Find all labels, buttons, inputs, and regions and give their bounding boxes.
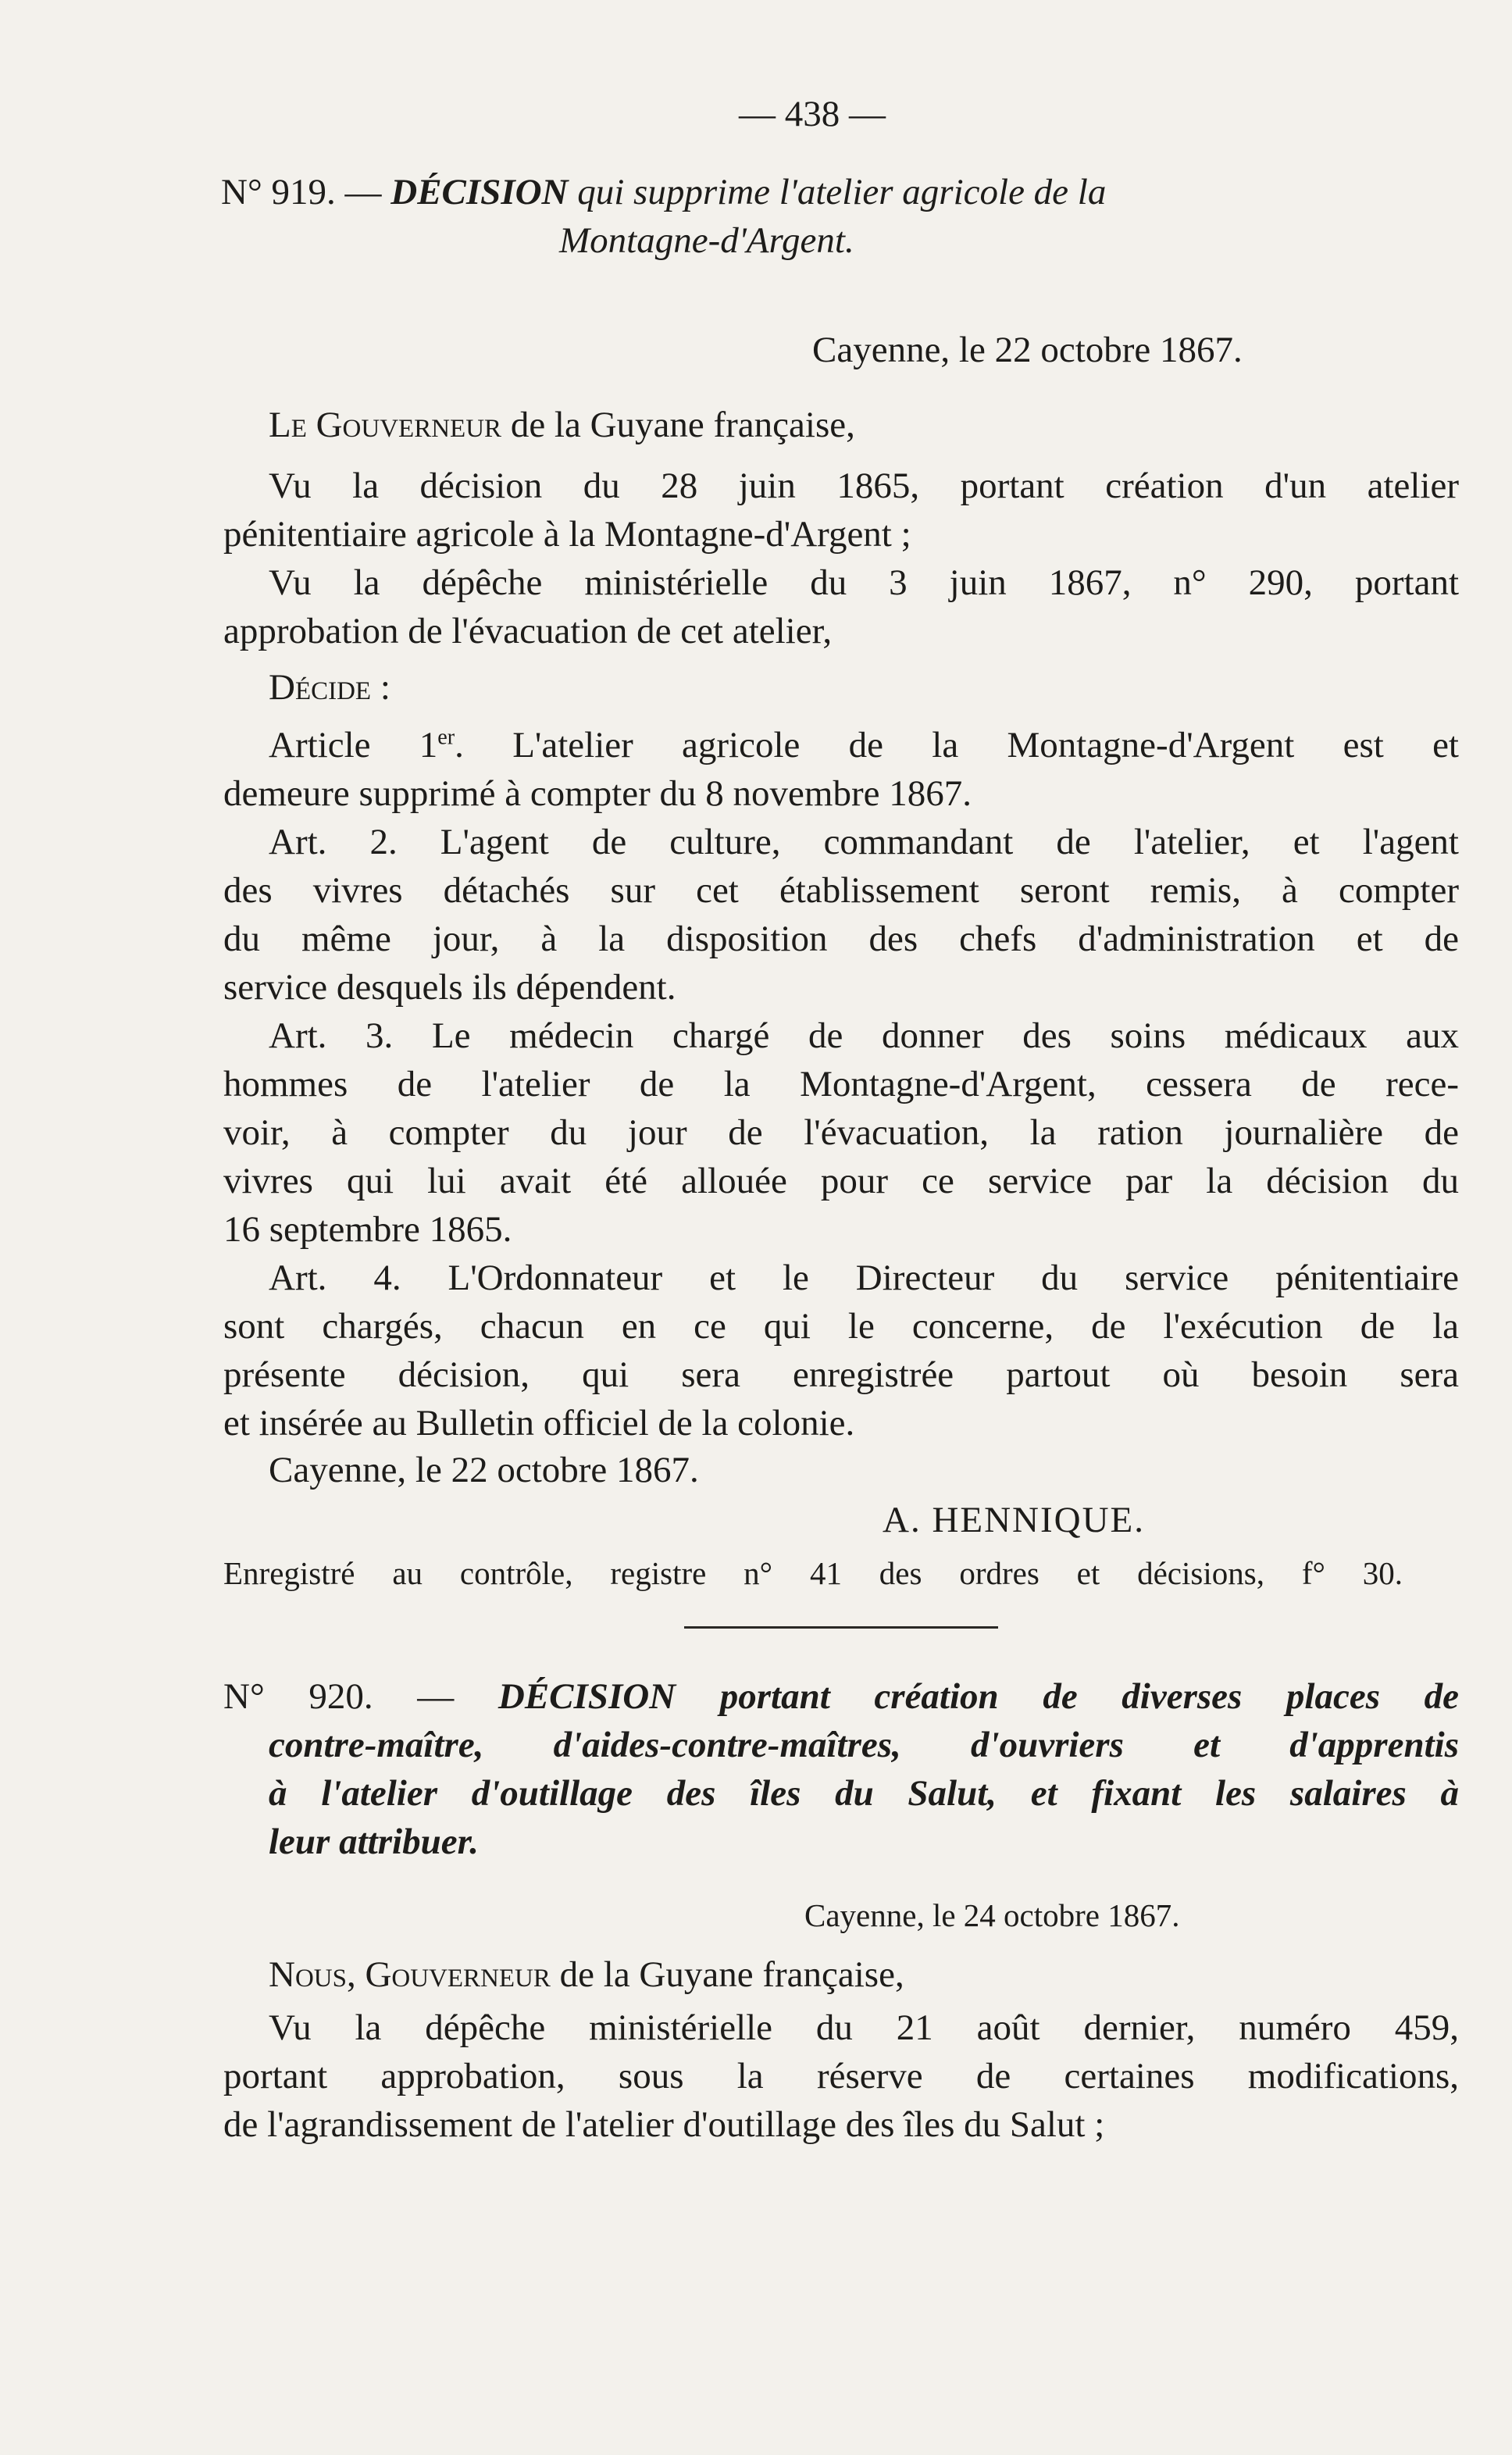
decision-920-title-line-1 (223, 1675, 1459, 1718)
governor-title: Nous, Gouverneur (269, 1954, 551, 1995)
decision-920-vu1-line-1: Vu la dépêche ministérielle du 21 août dernier, numéro 459, (269, 2007, 1459, 2048)
decision-919-art2-line-1: Art. 2. L'agent de culture, commandant de l'atelier, et l'agent (269, 822, 1459, 862)
decision-919-art4-line-3: présente décision, qui sera enregistrée partout où besoin sera (223, 1354, 1459, 1395)
decision-919-closing-date: Cayenne, le 22 octobre 1867. (269, 1450, 699, 1490)
title-dash: — (373, 1676, 498, 1717)
intro-rest: de la Guyane française, (501, 405, 855, 445)
decision-919-art1-line-1 (269, 723, 1459, 767)
art1-prefix: Article 1 (269, 725, 438, 765)
decision-920-title-line-3: à l'atelier d'outillage des îles du Salut, et fixant les salaires à (269, 1773, 1459, 1814)
decision-919-art4-line-4: et insérée au Bulletin officiel de la colonie. (223, 1403, 855, 1443)
decision-919-decide: Décide : (269, 667, 390, 708)
decision-919-art1-line-2: demeure supprimé à compter du 8 novembre 1867. (223, 773, 972, 814)
decision-919-vu2-line-1: Vu la dépêche ministérielle du 3 juin 1867, n° 290, portant (269, 562, 1459, 603)
decision-919-title-line-1 (221, 170, 1106, 214)
decision-920-vu1-line-3: de l'agrandissement de l'atelier d'outillage des îles du Salut ; (223, 2104, 1105, 2145)
decision-920-number: N° 920. (223, 1676, 373, 1717)
art1-superscript: er (437, 725, 455, 750)
decision-920-title-line-2: contre-maître, d'aides-contre-maîtres, d'ouvriers et d'apprentis (269, 1725, 1459, 1765)
decision-919-title-line-2: Montagne-d'Argent. (559, 220, 854, 261)
decision-919-registration: Enregistré au contrôle, registre n° 41 des ordres et décisions, f° 30. (223, 1555, 1403, 1591)
decision-919-intro (269, 403, 855, 447)
decision-920-intro (269, 1953, 904, 1996)
title-dash: — (335, 172, 391, 212)
decision-919-number: N° 919. (221, 172, 336, 212)
decision-919-art4-line-2: sont chargés, chacun en ce qui le concerne, de l'exécution de la (223, 1306, 1459, 1347)
decision-920-title-line-4: leur attribuer. (269, 1822, 480, 1862)
decision-919-art3-line-5: 16 septembre 1865. (223, 1209, 512, 1250)
decision-920-label: DÉCISION (497, 1676, 676, 1717)
art1-text: . L'atelier agricole de la Montagne-d'Argent est et (455, 725, 1459, 765)
decision-919-art3-line-4: vivres qui lui avait été allouée pour ce service par la décision du (223, 1161, 1459, 1201)
decision-919-vu2-line-2: approbation de l'évacuation de cet atelier, (223, 611, 833, 651)
decision-919-art2-line-2: des vivres détachés sur cet établissement seront remis, à compter (223, 870, 1459, 911)
decision-919-vu1-line-1: Vu la décision du 28 juin 1865, portant création d'un atelier (269, 466, 1459, 506)
decision-919-signature: A. HENNIQUE. (883, 1500, 1145, 1540)
decision-919-art3-line-2: hommes de l'atelier de la Montagne-d'Argent, cessera de rece- (223, 1064, 1459, 1104)
decision-919-art2-line-4: service desquels ils dépendent. (223, 967, 676, 1008)
decision-919-art2-line-3: du même jour, à la disposition des chefs d'administration et de (223, 919, 1459, 959)
decision-919-art4-line-1: Art. 4. L'Ordonnateur et le Directeur du service pénitentiaire (269, 1258, 1459, 1298)
decision-920-subject: portant création de diverses places de (676, 1676, 1459, 1717)
decision-919-label: DÉCISION (390, 172, 569, 212)
section-divider (684, 1626, 998, 1629)
decision-919-vu1-line-2: pénitentiaire agricole à la Montagne-d'Argent ; (223, 514, 911, 555)
decision-919-art3-line-1: Art. 3. Le médecin chargé de donner des soins médicaux aux (269, 1015, 1459, 1056)
page-number: — 438 — (739, 94, 886, 134)
decision-920-place-date: Cayenne, le 24 octobre 1867. (804, 1897, 1180, 1933)
decision-919-art3-line-3: voir, à compter du jour de l'évacuation, la ration journalière de (223, 1112, 1459, 1153)
decision-920-vu1-line-2: portant approbation, sous la réserve de certaines modifications, (223, 2056, 1459, 2096)
decision-919-place-date: Cayenne, le 22 octobre 1867. (812, 330, 1243, 370)
decision-919-subject: qui supprime l'atelier agricole de la (568, 172, 1107, 212)
governor-title: Le Gouverneur (269, 405, 502, 445)
intro-rest: de la Guyane française, (550, 1954, 904, 1995)
